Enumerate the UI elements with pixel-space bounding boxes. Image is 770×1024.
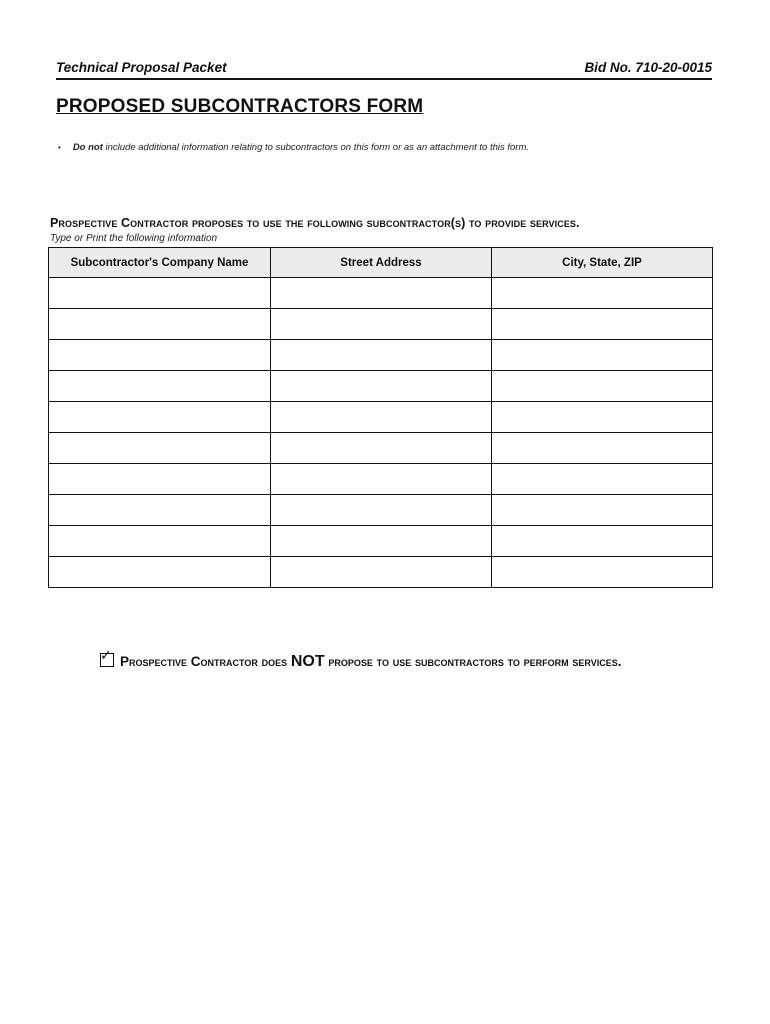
subcontractors-table (48, 247, 713, 588)
column-header-company: Subcontractor's Company Name (49, 248, 271, 278)
street-cell[interactable] (271, 402, 492, 433)
street-cell[interactable] (271, 340, 492, 371)
bullet-point: • (58, 143, 61, 152)
table-row (49, 402, 713, 433)
table-header-row (49, 248, 713, 278)
street-cell[interactable] (271, 371, 492, 402)
company-cell[interactable] (49, 371, 271, 402)
column-header-city: City, State, ZIP (492, 248, 713, 278)
statement-suffix: propose to use subcontractors to perform services. (324, 654, 622, 669)
company-cell[interactable] (49, 433, 271, 464)
city-cell[interactable] (492, 495, 713, 526)
company-cell[interactable] (49, 402, 271, 433)
table-row (49, 278, 713, 309)
table-row (49, 433, 713, 464)
company-cell[interactable] (49, 495, 271, 526)
company-cell[interactable] (49, 278, 271, 309)
statement-emphasis: NOT (290, 653, 325, 670)
type-print-instruction: Type or Print the following information (50, 233, 218, 244)
packet-title: Technical Proposal Packet (56, 60, 227, 75)
statement-prefix: Prospective Contractor does (120, 654, 291, 669)
city-cell[interactable] (492, 278, 713, 309)
city-cell[interactable] (492, 340, 713, 371)
company-cell[interactable] (49, 340, 271, 371)
city-cell[interactable] (492, 402, 713, 433)
street-cell[interactable] (271, 278, 492, 309)
bid-number: Bid No. 710-20-0015 (584, 60, 712, 75)
column-header-street: Street Address (271, 248, 492, 278)
company-cell[interactable] (49, 526, 271, 557)
note-bold: Do not (72, 142, 103, 153)
street-cell[interactable] (271, 464, 492, 495)
city-cell[interactable] (492, 464, 713, 495)
street-cell[interactable] (271, 495, 492, 526)
table-row (49, 526, 713, 557)
table-row (49, 464, 713, 495)
city-cell[interactable] (492, 557, 713, 588)
table-row (49, 495, 713, 526)
table-row (49, 340, 713, 371)
street-cell[interactable] (271, 526, 492, 557)
table-row (49, 557, 713, 588)
form-title: PROPOSED SUBCONTRACTORS FORM (56, 96, 424, 117)
no-subcontractors-statement (100, 648, 700, 676)
city-cell[interactable] (492, 526, 713, 557)
page-header (56, 60, 712, 80)
street-cell[interactable] (271, 433, 492, 464)
company-cell[interactable] (49, 464, 271, 495)
instruction-note (58, 142, 529, 153)
no-subcontractors-checkbox[interactable] (100, 648, 114, 667)
table-row (49, 371, 713, 402)
city-cell[interactable] (492, 433, 713, 464)
street-cell[interactable] (271, 309, 492, 340)
note-text (73, 142, 529, 153)
proposes-heading: Prospective Contractor proposes to use the following subcontractor(s) to provide services. (50, 216, 580, 230)
city-cell[interactable] (492, 371, 713, 402)
table-row (49, 309, 713, 340)
check-mark-icon: ✓ (100, 648, 112, 664)
company-cell[interactable] (49, 557, 271, 588)
city-cell[interactable] (492, 309, 713, 340)
street-cell[interactable] (271, 557, 492, 588)
company-cell[interactable] (49, 309, 271, 340)
note-rest: include additional information relating to subcontractors on this form or as an attachment to this form. (102, 142, 530, 153)
